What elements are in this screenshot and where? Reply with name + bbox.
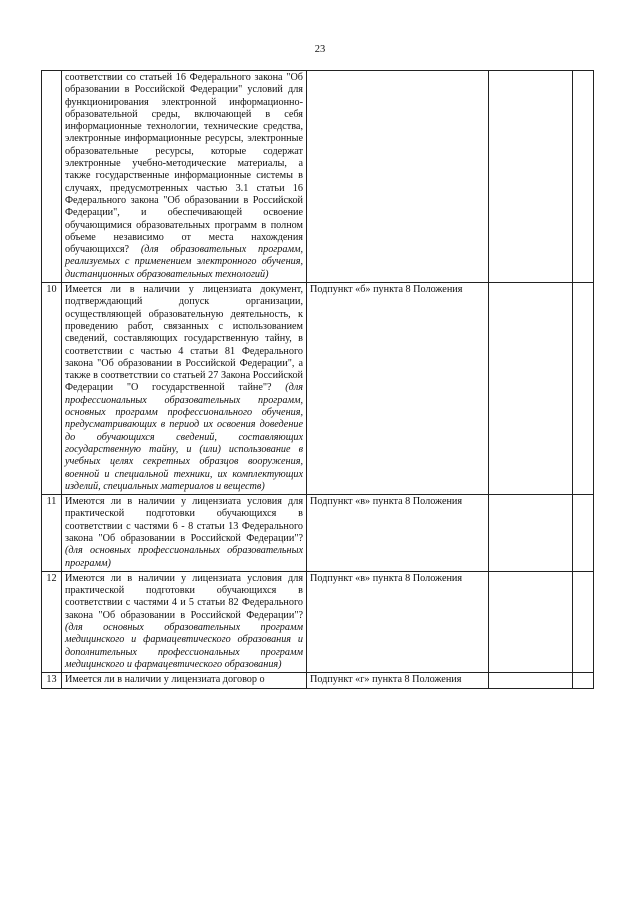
comment-cell (573, 495, 594, 572)
row-number: 10 (42, 283, 62, 495)
answer-cell (489, 283, 573, 495)
question-text: Имеется ли в наличии у лицензиата документ, подтверждающий допуск организации, осуществляющей образовательную деятельность, к проведению работ, связанных с использованием сведений, составляющих государственную тайну, в соответствии с частью 4 статьи 81 Федерального закона "Об образовании в Российской Федерации", а также в соответствии со статьей 27 Закона Российской Федерации "О государственной тайне"? (65, 284, 303, 394)
row-number (42, 71, 62, 283)
question-note: (для образовательных программ, реализуемых с применением электронного обучения, дистанционных образовательных технологий) (65, 244, 304, 280)
question-cell (62, 283, 307, 495)
page-number: 23 (314, 44, 326, 55)
question-note: (для основных профессиональных образовательных программ) (65, 545, 303, 569)
question-text: Имеется ли в наличии у лицензиата договор о (65, 674, 265, 686)
question-cell (62, 495, 307, 572)
table-row (42, 495, 594, 572)
comment-cell (573, 283, 594, 495)
question-note: (для профессиональных образовательных программ, основных программ профессионального обучения, предусматривающих в период их освоения доведение до обучающихся сведений, составляющих государственную тайну, и (или) использование в учебных целях секретных образцов вооружения, военной и специальной техники, их комплектующих изделий, специальных материалов и веществ) (65, 382, 304, 492)
basis-cell (307, 71, 489, 283)
question-cell (62, 571, 307, 672)
table-row (42, 71, 594, 283)
question-note: (для основных образовательных программ медицинского и фармацевтического образования и дополнительных профессиональных программ медицинского и фармацевтического образования) (65, 622, 303, 670)
question-text: соответствии со статьей 16 Федерального закона "Об образовании в Российской Федерации" условий для функционирования электронной информационно-образовательной среды, включающей в себя информационные технологии, технические средства, электронные информационные ресурсы, электронные образовательные ресурсы, которые содержат электронные учебно-методические материалы, а также государственные информационные системы в случаях, предусмотренных частью 3.1 статьи 16 Федерального закона "Об образовании в Российской Федерации", и обеспечивающей освоение обучающимися образовательных программ в полном объеме независимо от места нахождения обучающихся? (65, 72, 303, 256)
row-number: 11 (42, 495, 62, 572)
comment-cell (573, 71, 594, 283)
answer-cell (489, 495, 573, 572)
question-cell (62, 673, 307, 688)
answer-cell (489, 71, 573, 283)
checklist-table (41, 70, 594, 689)
table-row (42, 571, 594, 672)
basis-cell: Подпункт «в» пункта 8 Положения (307, 495, 489, 572)
answer-cell (489, 571, 573, 672)
question-text: Имеются ли в наличии у лицензиата условия для практической подготовки обучающихся в соответствии с частями 6 - 8 статьи 13 Федерального закона "Об образовании в Российской Федерации"? (65, 496, 303, 544)
table-row (42, 673, 594, 688)
comment-cell (573, 571, 594, 672)
question-cell (62, 71, 307, 283)
table-row (42, 283, 594, 495)
row-number: 12 (42, 571, 62, 672)
basis-cell: Подпункт «в» пункта 8 Положения (307, 571, 489, 672)
question-text: Имеются ли в наличии у лицензиата условия для практической подготовки обучающихся в соответствии с частями 4 и 5 статьи 82 Федерального закона "Об образовании в Российской Федерации"? (65, 572, 303, 621)
basis-cell: Подпункт «г» пункта 8 Положения (307, 673, 489, 688)
row-number: 13 (42, 673, 62, 688)
answer-cell (489, 673, 573, 688)
comment-cell (573, 673, 594, 688)
basis-cell: Подпункт «б» пункта 8 Положения (307, 283, 489, 495)
